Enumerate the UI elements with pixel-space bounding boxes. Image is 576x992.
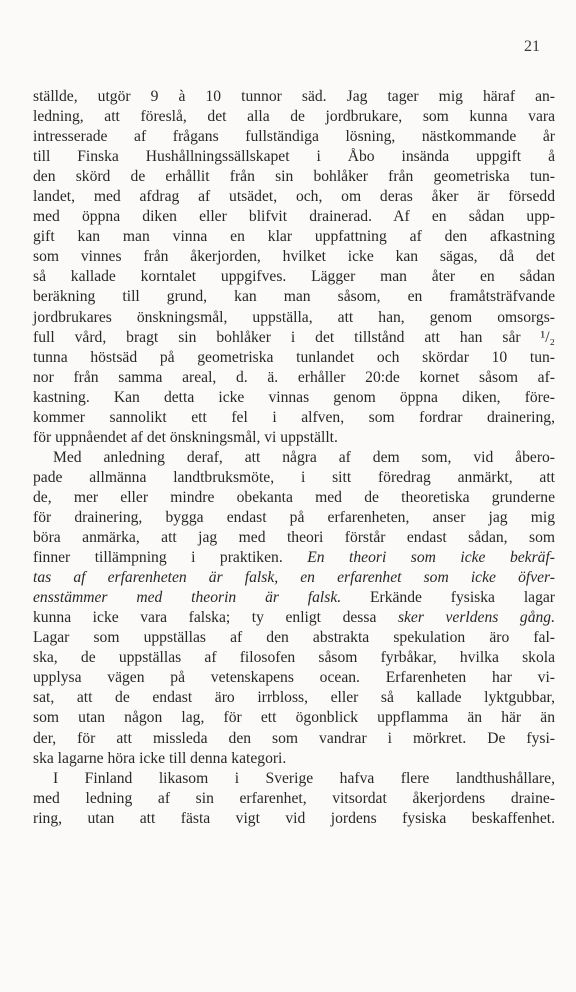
text-line: så kallade korntalet uppgifves. Lägger man åter en sådan xyxy=(33,268,555,286)
page-number: 21 xyxy=(524,38,540,55)
text-line: för uppnåendet af det önskningsmål, vi uppställt. xyxy=(33,428,338,446)
text-line: der, för att missleda den som vandrar i mörkret. De fysi- xyxy=(33,729,555,747)
italic-text: sker verldens gång. xyxy=(397,609,555,627)
text-line: ledning, att föreslå, det alla de jordbrukare, som kunna vara xyxy=(33,108,555,126)
text-span: finner tillämpning i praktiken. xyxy=(33,549,308,567)
text-line: ska, de uppställas af filosofen såsom fyrbåkar, hvilka skola xyxy=(33,649,555,667)
text-line: den skörd de erhållit från sin bohlåker från geometriska tun- xyxy=(33,168,555,186)
text-line: gift kan man vinna en klar uppfattning af den afkastning xyxy=(33,228,555,246)
text-line: pade allmänna landtbruksmöte, i sitt föredrag anmärkt, att xyxy=(33,468,555,486)
text-line: böra anmärka, att jag med theori förstår endast sådan, som xyxy=(33,529,555,547)
text-line: sat, att de endast äro irrbloss, eller så kallade lyktgubbar, xyxy=(33,689,555,707)
text-line: Lagar som uppställas af den abstrakta spekulation äro fal- xyxy=(33,629,555,647)
text-line: kastning. Kan detta icke vinnas genom öppna diken, före- xyxy=(33,388,555,406)
text-line: intresserade af frågans fullständiga lösning, nästkommande år xyxy=(33,128,555,146)
text-line: med ledning af sin erfarenhet, vitsordat åkerjordens draine- xyxy=(33,789,555,807)
italic-text: En theori som icke bekräf- xyxy=(307,549,555,567)
italic-text: tas af erfarenheten är falsk, en erfarenhet som icke öfver- xyxy=(33,569,555,587)
text-line xyxy=(33,608,555,628)
text-line: med öppna diken eller blifvit drainerad. Af en sådan upp- xyxy=(33,208,555,226)
text-line: de, mer eller mindre obekanta med de theoretiska grunderne xyxy=(33,488,555,506)
text-line: för drainering, bygga endast på erfarenheten, anser jag mig xyxy=(33,508,555,526)
text-line: landet, med afdrag af utsädet, och, om deras åker är försedd xyxy=(33,188,555,206)
text-line: Med anledning deraf, att några af dem som, vid åbero- xyxy=(53,448,555,466)
text-line: full vård, bragt sin bohlåker i det tillstånd att han sår ¹/₂ xyxy=(33,328,555,346)
text-line xyxy=(33,548,555,568)
text-line: I Finland likasom i Sverige hafva flere landthushållare, xyxy=(53,769,555,787)
text-line: tunna höstsäd på geometriska tunlandet och skördar 10 tun- xyxy=(33,348,555,366)
text-line: kommer sannolikt ett fel i alfven, som fordrar drainering, xyxy=(33,408,555,426)
text-line xyxy=(33,588,555,608)
text-line xyxy=(33,568,555,588)
text-line: ställde, utgör 9 à 10 tunnor säd. Jag tager mig häraf an- xyxy=(33,88,555,105)
text-line: nor från samma areal, d. ä. erhåller 20:de kornet såsom af- xyxy=(33,368,555,386)
text-span: Erkände fysiska lagar xyxy=(341,589,555,607)
text-line: ring, utan att fästa vigt vid jordens fysiska beskaffenhet. xyxy=(33,809,555,827)
text-line: till Finska Hushållningssällskapet i Åbo insända uppgift å xyxy=(33,148,555,166)
text-line: beräkning till grund, kan man såsom, en framåtsträfvande xyxy=(33,288,555,306)
text-line: upplysa vägen på vetenskapens ocean. Erfarenheten har vi- xyxy=(33,669,555,687)
text-span: kunna icke vara falska; ty enligt dessa xyxy=(33,609,398,627)
body-text xyxy=(33,87,555,829)
text-line: som utan någon lag, för ett ögonblick uppflamma än här än xyxy=(33,709,555,727)
text-line: som vinnes från åkerjorden, hvilket icke kan sägas, då det xyxy=(33,248,555,266)
text-line: jordbrukares önskningsmål, uppställa, att han, genom omsorgs- xyxy=(33,308,555,326)
text-line: ska lagarne höra icke till denna kategori. xyxy=(33,749,287,767)
italic-text: ensstämmer med theorin är falsk. xyxy=(33,589,342,607)
